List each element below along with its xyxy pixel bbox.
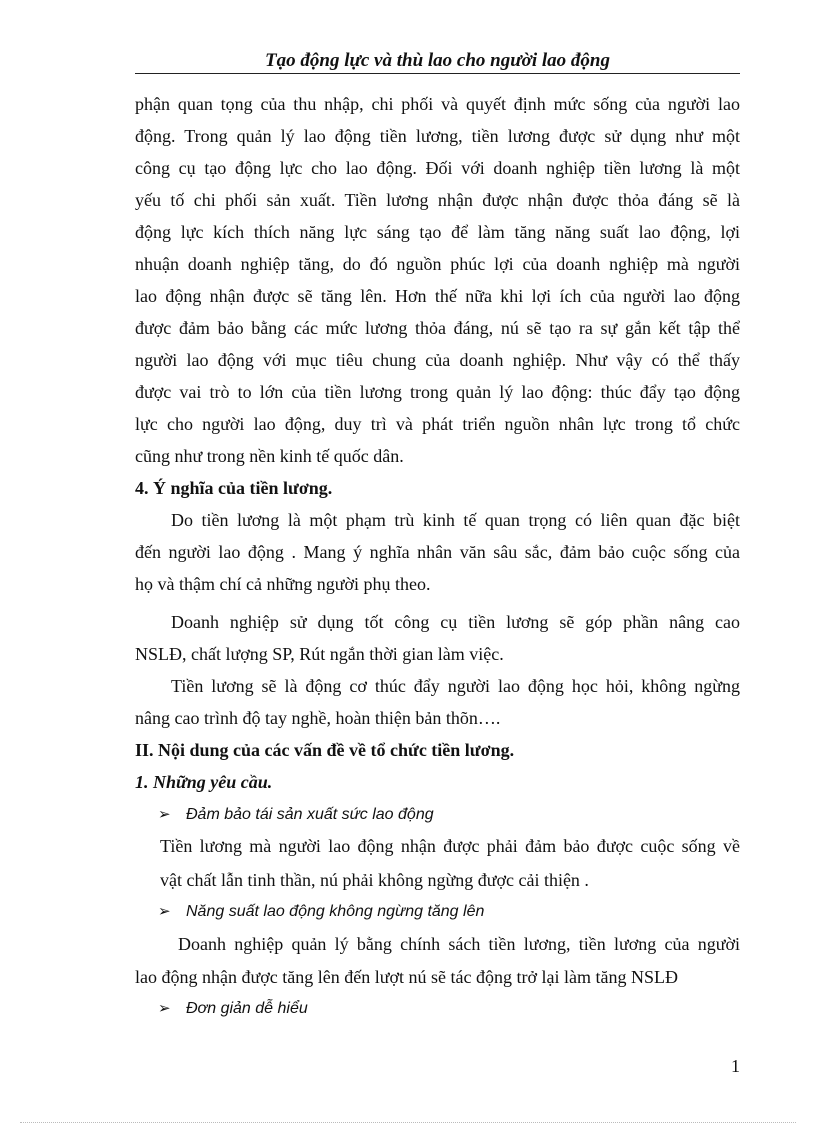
section-heading-4: 4. Ý nghĩa của tiền lương. [135,478,333,498]
paragraph-line: cũng như trong nền kinh tế quốc dân. [135,446,404,466]
page-number: 1 [731,1056,740,1076]
paragraph-line: NSLĐ, chất lượng SP, Rút ngắn thời gian làm việc. [135,644,504,664]
paragraph-line: đến người lao động . Mang ý nghĩa nhân văn sâu sắc, đảm bảo cuộc sống của [135,542,740,562]
arrowhead-right-icon: ➢ [158,805,171,823]
bullet-text: Đảm bảo tái sản xuất sức lao động [186,806,434,823]
paragraph-line: được vai trò to lớn của tiền lương trong quản lý lao động: thúc đẩy tạo động [135,382,740,402]
paragraph-line: Tiền lương sẽ là động cơ thúc đẩy người lao động học hỏi, không ngừng [171,676,740,696]
bullet-text: Năng suất lao động không ngừng tăng lên [186,903,485,920]
section-heading-II: II. Nội dung của các vấn đề về tổ chức tiền lương. [135,740,515,760]
page-header-title: Tạo động lực và thù lao cho người lao động [265,50,610,71]
paragraph-line: lao động nhận được sẽ tăng lên. Hơn thế nữa khi lợi ích của người lao động [135,286,740,306]
paragraph-line: nâng cao trình độ tay nghề, hoàn thiện bản thõn…. [135,708,501,728]
paragraph-line: phận quan tọng của thu nhập, chi phối và quyết định mức sống của người lao [135,94,740,114]
paragraph-line: vật chất lẫn tinh thần, nú phải không ngừng được cải thiện . [160,870,589,890]
paragraph-line: động lực kích thích năng lực sáng tạo để làm tăng năng suất lao động, lợi [135,222,740,242]
paragraph-line: Doanh nghiệp sử dụng tốt công cụ tiền lương sẽ góp phần nâng cao [171,612,740,632]
paragraph-line: Tiền lương mà người lao động nhận được phải đảm bảo được cuộc sống về [160,836,740,856]
paragraph-line: nhuận doanh nghiệp tăng, do đó nguồn phúc lợi của doanh nghiệp mà người [135,254,740,274]
paragraph-line: người lao động với mục tiêu chung của doanh nghiệp. Như vậy có thể thấy [135,350,740,370]
arrowhead-right-icon: ➢ [158,999,171,1017]
paragraph-line: Do tiền lương là một phạm trù kinh tế quan trọng có liên quan đặc biệt [171,510,740,530]
header-rule [135,73,740,74]
bullet-item [158,800,740,828]
paragraph-line: công cụ tạo động lực cho lao động. Đối với doanh nghiệp tiền lương là một [135,158,740,178]
paragraph-line: lực cho người lao động, duy trì và phát triển nguồn nhân lực trong tổ chức [135,414,740,434]
bullet-text: Đơn giản dễ hiểu [186,1000,308,1017]
bullet-item [158,897,740,925]
subsection-heading-1: 1. Những yêu cầu. [135,772,273,792]
bullet-item [158,994,740,1022]
paragraph-line: yếu tố chi phối sản xuất. Tiền lương nhận được nhận được thỏa đáng sẽ là [135,190,740,210]
paragraph-line: lao động nhận được tăng lên đến lượt nú sẽ tác động trở lại làm tăng NSLĐ [135,967,678,987]
paragraph-line: họ và thậm chí cả những người phụ theo. [135,574,431,594]
paragraph-line: động. Trong quản lý lao động tiền lương, tiền lương được sử dụng như một [135,126,740,146]
paragraph-line: được đảm bảo bằng các mức lương thỏa đáng, nú sẽ tạo ra sự gắn kết tập thể [135,318,740,338]
arrowhead-right-icon: ➢ [158,902,171,920]
paragraph-line: Doanh nghiệp quản lý bằng chính sách tiền lương, tiền lương của người [178,934,740,954]
